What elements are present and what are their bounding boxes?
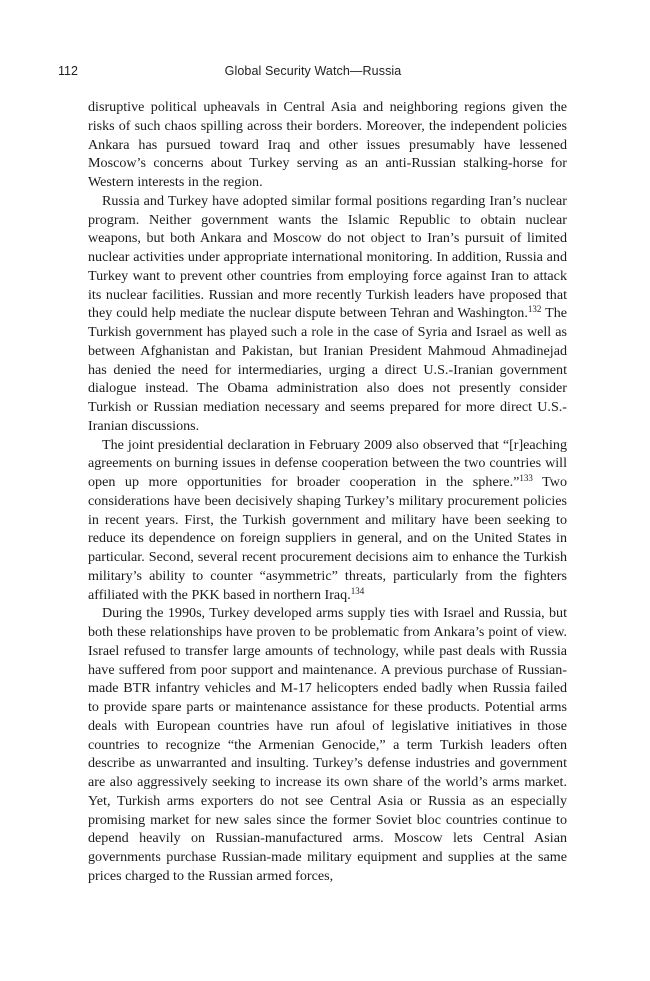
- paragraph-3: The joint presidential declaration in February 2009 also observed that “[r]eaching agreements on burning issues in defense cooperation between the two countries will open up more opportunities for broader cooperation in the sphere.”$^{133}$ Two considerations have been decisively shaping Turkey’s military procurement policies in recent years. First, the Turkish government and military have been seeking to reduce its dependence on foreign suppliers in general, and on the United States in particular. Second, several recent procurement decisions aim to enhance the Turkish military’s ability to counter “asymmetric” threats, particularly from the fighters affiliated with the PKK based in northern Iraq.$^{134}$: [88, 436, 568, 603]
- footnote-ref-133: 133: [519, 473, 533, 483]
- page-header: [58, 64, 568, 82]
- paragraph-2: Russia and Turkey have adopted similar formal positions regarding Iran’s nuclear program. Neither government wants the Islamic Republic to obtain nuclear weapons, but both Ankara and Moscow do not object to Iran’s pursuit of limited nuclear activities under appropriate international monitoring. In addition, Russia and Turkey want to prevent other countries from employing force against Iran to attack its nuclear facilities. Russian and more recently Turkish leaders have proposed that they could help mediate the nuclear dispute between Tehran and Washington.$^{132}$ The Turkish government has played such a role in the case of Syria and Israel as well as between Afghanistan and Pakistan, but Iranian President Mahmoud Ahmadinejad has denied the need for intermediaries, urging a direct U.S.-Iranian government dialogue instead. The Obama administration also does not presently consider Turkish or Russian mediation necessary and seems prepared for more direct U.S.-Iranian discussions.: [88, 192, 567, 434]
- page-number: 112: [58, 64, 78, 78]
- paragraph-1: disruptive political upheavals in Central Asia and neighboring regions given the risks of such chaos spilling across their borders. Moreover, the independent policies Ankara has pursued toward Iraq and other issues presumably have lessened Moscow’s concerns about Turkey serving as an anti-Russian stalking-horse for Western interests in the region.: [88, 99, 567, 190]
- running-head: Global Security Watch—Russia: [224, 64, 402, 78]
- body-text: [88, 98, 567, 886]
- footnote-ref-132: 132: [527, 304, 542, 315]
- footnote-ref-134: 134: [350, 585, 365, 596]
- paragraph-4: During the 1990s, Turkey developed arms supply ties with Israel and Russia, but both these relationships have proven to be problematic from Ankara’s point of view. Israel refused to transfer large amounts of technology, while past deals with Russia have suffered from poor support and maintenance. A previous purchase of Russian-made BTR infantry vehicles and M-17 helicopters ended badly when Russia failed to provide spare parts or maintenance assistance for these products. Potential arms deals with European countries have run afoul of legislative initiatives in those countries to recognize “the Armenian Genocide,” a term Turkish leaders often describe as unwarranted and insulting. Turkey’s defense industries and government are also aggressively seeking to increase its own share of the world’s arms market. Yet, Turkish arms exporters do not see Central Asia or Russia as an especially promising market for new sales since the former Soviet bloc countries continue to depend heavily on Russian-manufactured arms. Moscow lets Central Asian governments purchase Russian-made military equipment and supplies at the same prices charged to the Russian armed forces,: [88, 605, 567, 884]
